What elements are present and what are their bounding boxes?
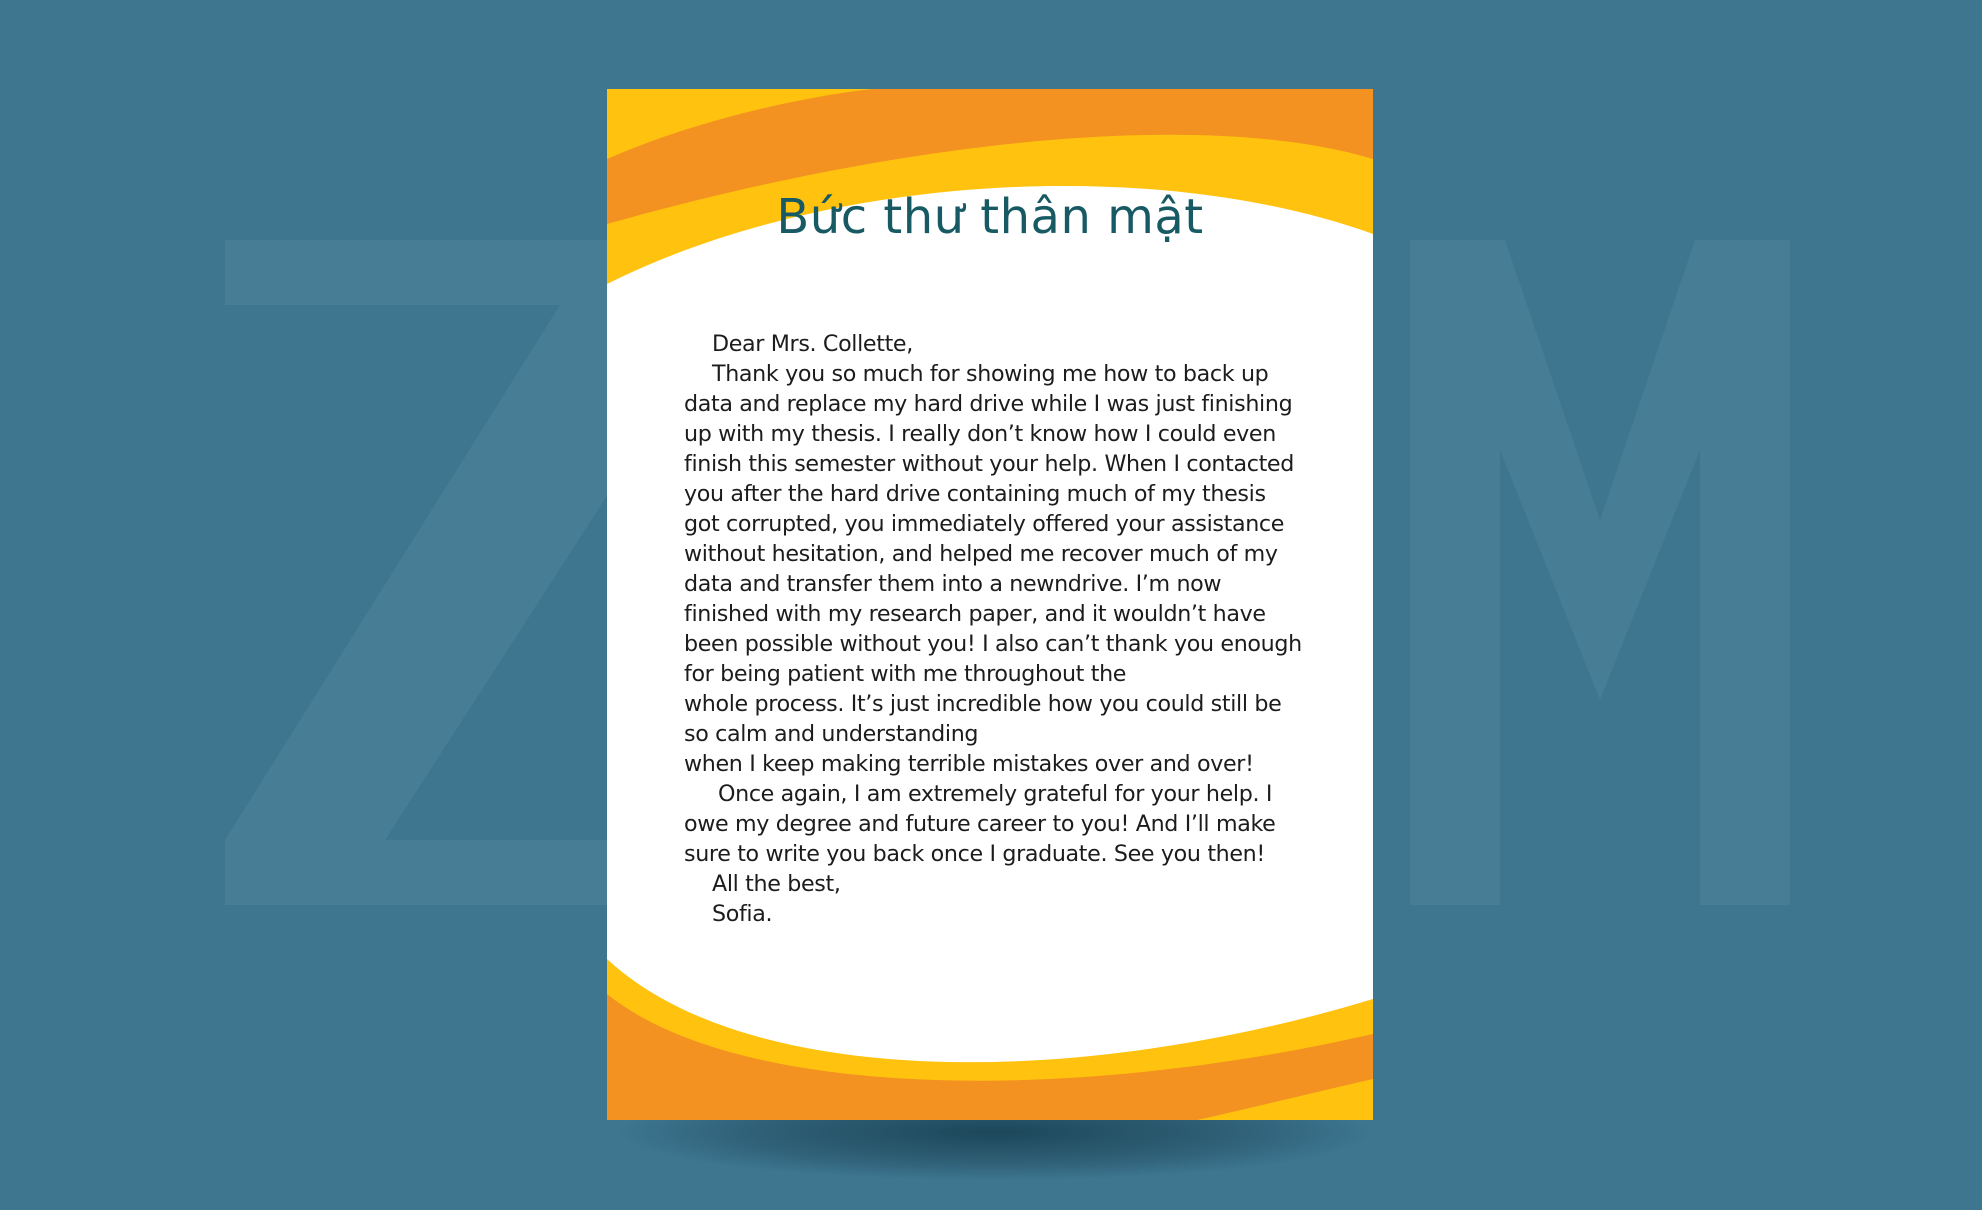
letter-line: owe my degree and future career to you! And I’ll make xyxy=(684,811,1276,837)
letter-signature: Sofia. xyxy=(712,901,773,927)
letter-closing: All the best, xyxy=(712,871,841,897)
bottom-orange-wave xyxy=(607,994,1373,1120)
letter-line: data and transfer them into a newndrive. I’m now xyxy=(684,571,1222,597)
letter-line: data and replace my hard drive while I was just finishing xyxy=(684,391,1293,417)
letter-line: finish this semester without your help. When I contacted xyxy=(684,451,1294,477)
letter-line: got corrupted, you immediately offered your assistance xyxy=(684,511,1285,537)
letter-line: finished with my research paper, and it wouldn’t have xyxy=(684,601,1266,627)
letter-line: been possible without you! I also can’t thank you enough xyxy=(684,631,1302,657)
letter-line: for being patient with me throughout the xyxy=(684,661,1127,687)
letter-salutation: Dear Mrs. Collette, xyxy=(712,331,913,357)
letter-line: when I keep making terrible mistakes over and over! xyxy=(684,751,1254,777)
letter-line: up with my thesis. I really don’t know how I could even xyxy=(684,421,1276,447)
letter-title: Bức thư thân mật xyxy=(776,189,1204,245)
letter-line: sure to write you back once I graduate. See you then! xyxy=(684,841,1265,867)
letter-line: Thank you so much for showing me how to back up xyxy=(712,361,1269,387)
letter-line: you after the hard drive containing much of my thesis xyxy=(684,481,1266,507)
letter-line: whole process. It’s just incredible how you could still be xyxy=(684,691,1282,717)
letter-line: without hesitation, and helped me recover much of my xyxy=(684,541,1278,567)
letter-paper xyxy=(607,89,1373,1120)
letter-line: Once again, I am extremely grateful for your help. I xyxy=(718,781,1273,807)
letter-body xyxy=(684,329,1324,929)
letter-line: so calm and understanding xyxy=(684,721,979,747)
